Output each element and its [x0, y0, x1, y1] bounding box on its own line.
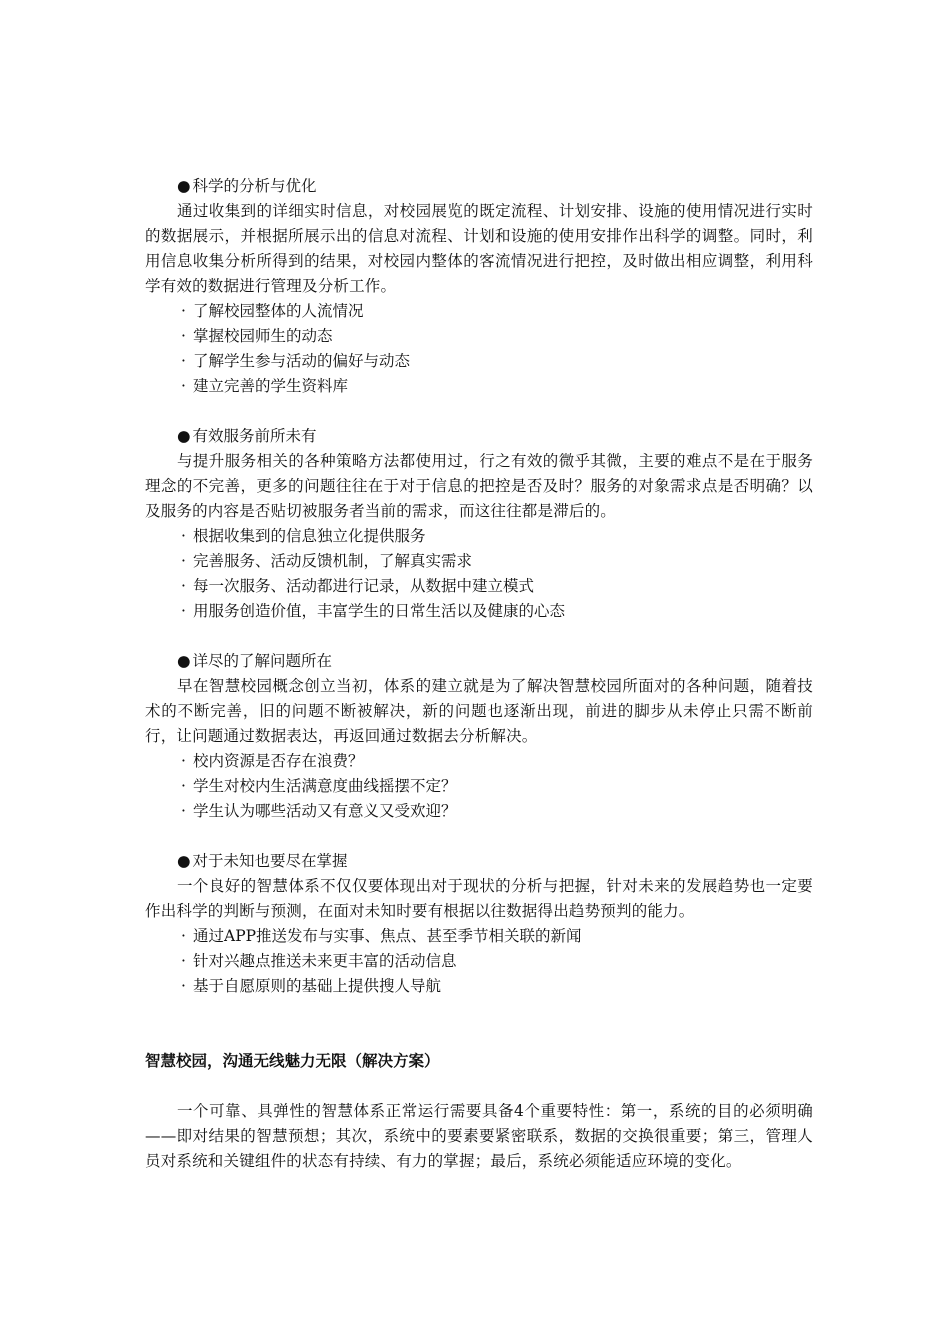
list-item: · 建立完善的学生资料库: [181, 374, 813, 399]
dot-icon: ·: [181, 777, 186, 795]
list-item: · 每一次服务、活动都进行记录，从数据中建立模式: [181, 574, 813, 599]
dot-icon: ·: [181, 752, 186, 770]
section-solution: [145, 1049, 813, 1174]
dot-icon: ·: [181, 577, 186, 595]
section-list: [145, 749, 813, 824]
list-item: · 根据收集到的信息独立化提供服务: [181, 524, 813, 549]
section-heading: ● 科学的分析与优化: [177, 177, 317, 195]
dot-icon: ·: [181, 527, 186, 545]
dot-icon: ·: [181, 377, 186, 395]
section-paragraph: 一个良好的智慧体系不仅仅要体现出对于现状的分析与把握，针对未来的发展趋势也一定要作出科学的判断与预测，在面对未知时要有根据以往数据得出趋势预判的能力。: [145, 877, 813, 920]
document-page: [145, 174, 813, 1174]
list-item: · 了解学生参与活动的偏好与动态: [181, 349, 813, 374]
bullet-icon: ●: [177, 177, 191, 195]
dot-icon: ·: [181, 352, 186, 370]
bullet-icon: ●: [177, 652, 191, 670]
section-list: [145, 524, 813, 624]
section-list: [145, 299, 813, 399]
list-item: · 校内资源是否存在浪费？: [181, 749, 813, 774]
section-service: [145, 424, 813, 624]
solution-title: 智慧校园，沟通无线魅力无限（解决方案）: [145, 1052, 440, 1070]
list-item: · 了解校园整体的人流情况: [181, 299, 813, 324]
section-list: [145, 924, 813, 999]
section-paragraph: 与提升服务相关的各种策略方法都使用过，行之有效的微乎其微，主要的难点不是在于服务理念的不完善，更多的问题往往在于对于信息的把控是否及时？服务的对象需求点是否明确？以及服务的内容是否贴切被服务者当前的需求，而这往往都是滞后的。: [145, 452, 813, 520]
dot-icon: ·: [181, 952, 186, 970]
dot-icon: ·: [181, 302, 186, 320]
section-problems: [145, 649, 813, 824]
list-item: · 掌握校园师生的动态: [181, 324, 813, 349]
section-paragraph: 早在智慧校园概念创立当初，体系的建立就是为了解决智慧校园所面对的各种问题，随着技术的不断完善，旧的问题不断被解决，新的问题也逐渐出现，前进的脚步从未停止只需不断前行，让问题通过数据表达，再返回通过数据去分析解决。: [145, 677, 813, 745]
section-paragraph: 通过收集到的详细实时信息，对校园展览的既定流程、计划安排、设施的使用情况进行实时的数据展示，并根据所展示出的信息对流程、计划和设施的使用安排作出科学的调整。同时，利用信息收集分析所得到的结果，对校园内整体的客流情况进行把控，及时做出相应调整，利用科学有效的数据进行管理及分析工作。: [145, 202, 813, 295]
spacer: [145, 999, 813, 1049]
list-item: · 针对兴趣点推送未来更丰富的活动信息: [181, 949, 813, 974]
section-analysis: [145, 174, 813, 399]
solution-paragraph: 一个可靠、具弹性的智慧体系正常运行需要具备4个重要特性：第一，系统的目的必须明确——即对结果的智慧预想；其次，系统中的要素要紧密联系，数据的交换很重要；第三，管理人员对系统和关键组件的状态有持续、有力的掌握；最后，系统必须能适应环境的变化。: [145, 1102, 813, 1170]
dot-icon: ·: [181, 802, 186, 820]
section-heading: ● 详尽的了解问题所在: [177, 652, 333, 670]
dot-icon: ·: [181, 552, 186, 570]
list-item: · 学生对校内生活满意度曲线摇摆不定？: [181, 774, 813, 799]
spacer: [145, 624, 813, 649]
list-item: · 通过APP推送发布与实事、焦点、甚至季节相关联的新闻: [181, 924, 813, 949]
spacer: [145, 399, 813, 424]
spacer: [145, 1074, 813, 1099]
list-item: · 用服务创造价值，丰富学生的日常生活以及健康的心态: [181, 599, 813, 624]
spacer: [145, 824, 813, 849]
bullet-icon: ●: [177, 427, 191, 445]
list-item: · 完善服务、活动反馈机制，了解真实需求: [181, 549, 813, 574]
dot-icon: ·: [181, 327, 186, 345]
section-future: [145, 849, 813, 999]
dot-icon: ·: [181, 602, 186, 620]
list-item: · 基于自愿原则的基础上提供搜人导航: [181, 974, 813, 999]
list-item: · 学生认为哪些活动又有意义又受欢迎？: [181, 799, 813, 824]
section-heading: ● 有效服务前所未有: [177, 427, 317, 445]
dot-icon: ·: [181, 927, 186, 945]
dot-icon: ·: [181, 977, 186, 995]
bullet-icon: ●: [177, 852, 191, 870]
section-heading: ● 对于未知也要尽在掌握: [177, 852, 348, 870]
